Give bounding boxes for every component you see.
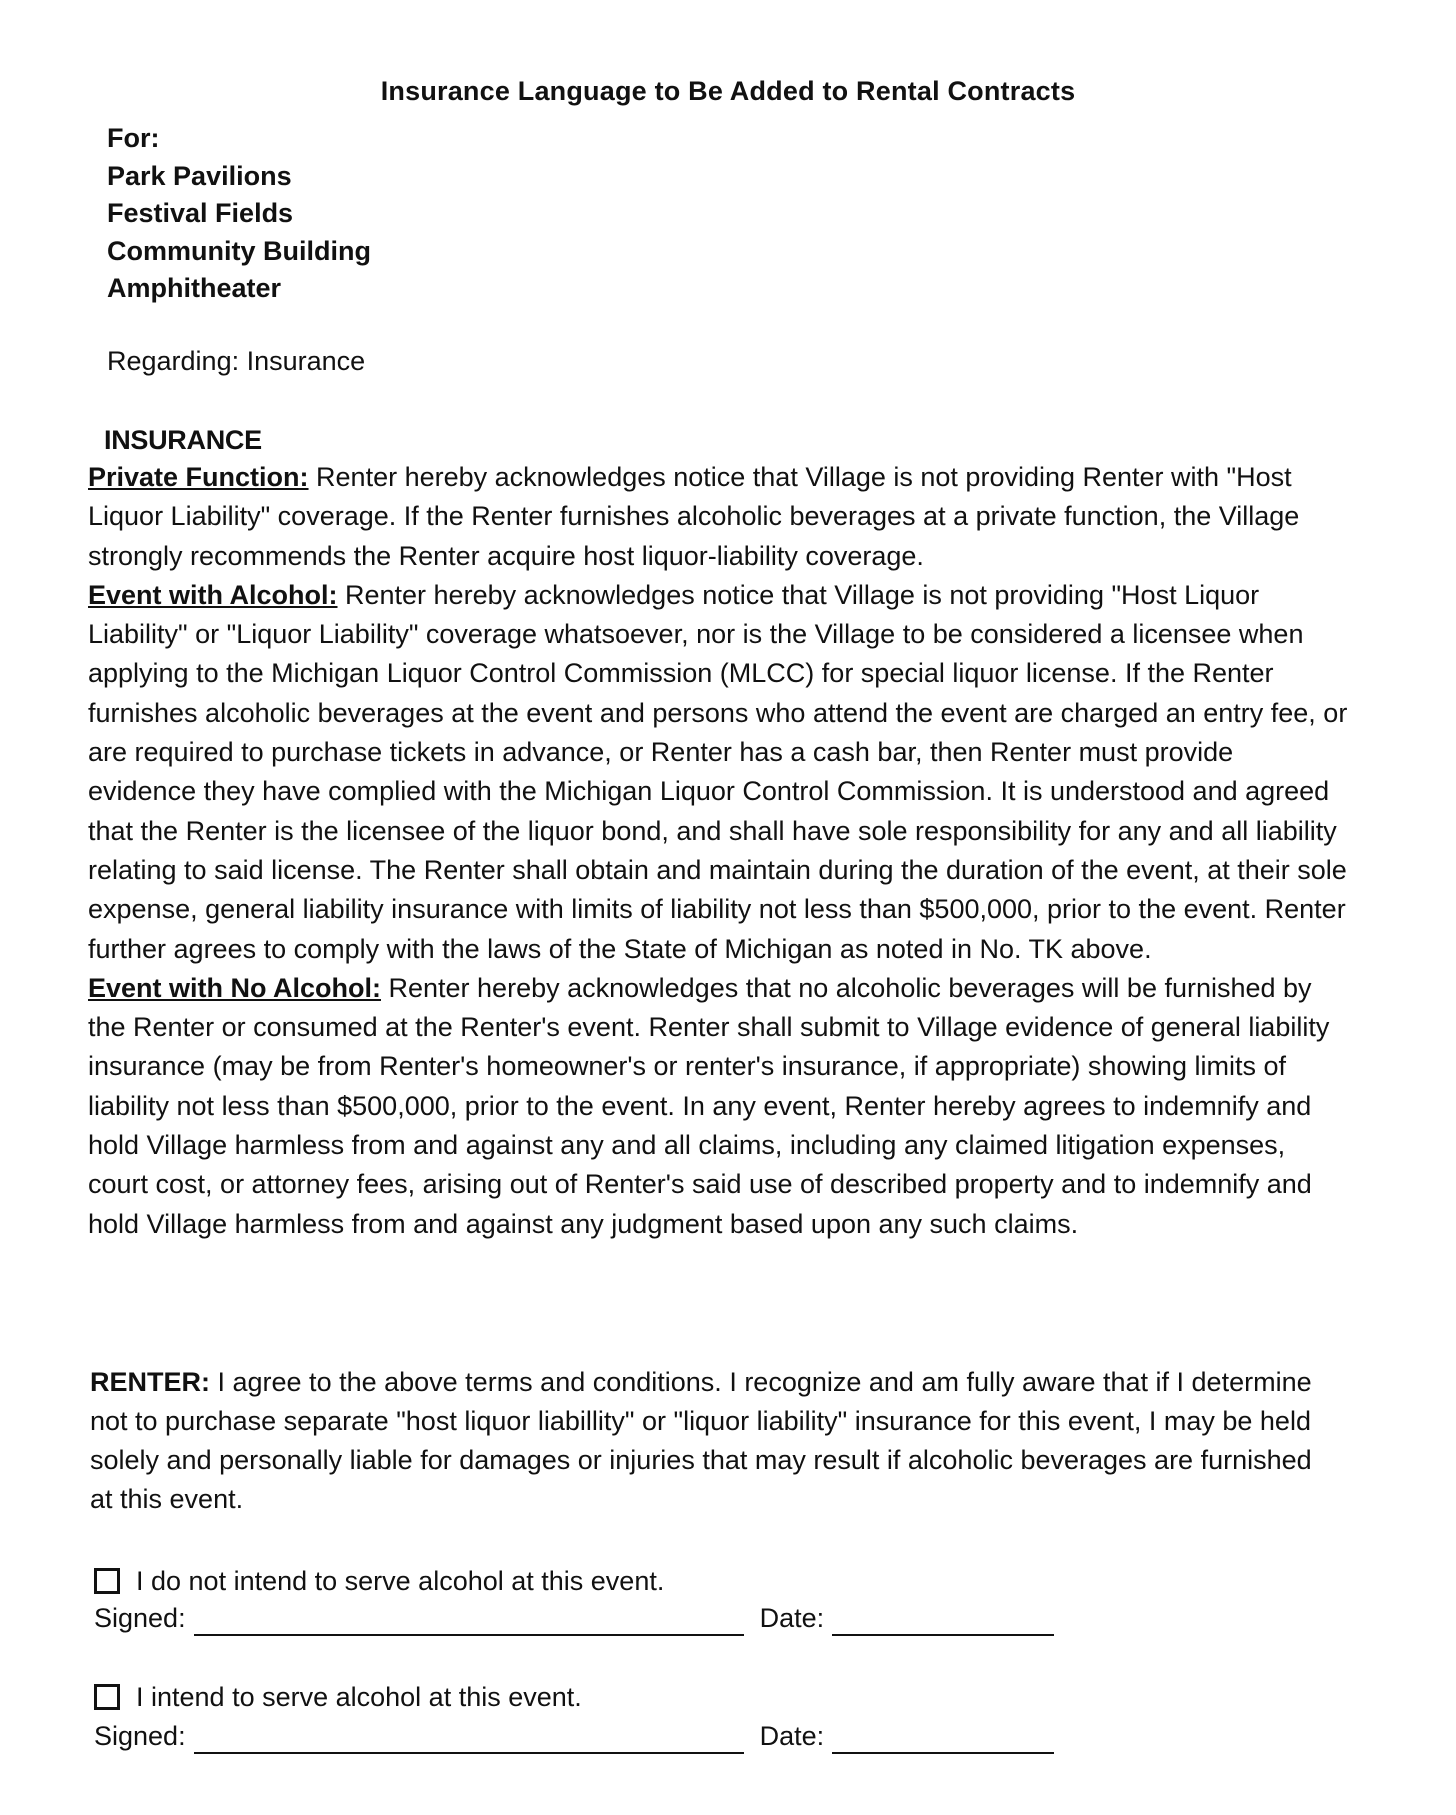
- option-with-alcohol: [94, 1679, 582, 1715]
- renter-agreement-text: I agree to the above terms and conditions. I recognize and am fully aware that if I determine not to purchase separate "host liquor liabillity" or "liquor liability" insurance for this event, I may be held solely and personally liable for damages or injuries that may result if alcoholic beverages are furnished at this event.: [90, 1367, 1312, 1514]
- renter-agreement: [90, 1363, 1340, 1519]
- facility-item: Amphitheater: [107, 273, 282, 303]
- section-heading: INSURANCE: [104, 425, 262, 455]
- signed-label: Signed:: [94, 1721, 186, 1751]
- with-alcohol-checkbox-label: I intend to serve alcohol at this event.: [136, 1682, 582, 1712]
- event-no-alcohol-label: Event with No Alcohol:: [88, 972, 381, 1003]
- private-function-label: Private Function:: [88, 462, 309, 492]
- regarding-line: Regarding: Insurance: [107, 346, 366, 376]
- date-line[interactable]: [832, 1724, 1054, 1754]
- no-alcohol-checkbox-label: I do not intend to serve alcohol at this event.: [136, 1566, 665, 1596]
- renter-label: RENTER:: [90, 1367, 210, 1397]
- event-no-alcohol-text: Renter hereby acknowledges that no alcoholic beverages will be furnished by the Renter or consumed at the Renter's event. Renter shall submit to Village evidence of general liability insurance (may be from Renter's homeowner's or renter's insurance, if appropriate) showing limits of liability not less than $500,000, prior to the event. In any event, Renter hereby agrees to indemnify and hold Village harmless from and against any and all claims, including any claimed litigation expenses, court cost, or attorney fees, arising out of Renter's said use of described property and to indemnify and hold Village harmless from and against any judgment based upon any such claims.: [88, 972, 1330, 1239]
- event-with-alcohol-label: Event with Alcohol:: [88, 579, 338, 610]
- facility-item: Community Building: [107, 235, 371, 266]
- insurance-terms: [88, 458, 1348, 1244]
- signature-line[interactable]: [194, 1606, 744, 1636]
- private-function-text: Renter hereby acknowledges notice that Village is not providing Renter with "Host Liquor Liability" coverage. If the Renter furnishes alcoholic beverages at a private function, the Village strongly recommends the Renter acquire host liquor-liability coverage.: [88, 462, 1300, 571]
- facility-list: [107, 120, 371, 308]
- signature-row-no-alcohol: [94, 1600, 1054, 1636]
- with-alcohol-checkbox[interactable]: [94, 1684, 120, 1710]
- date-line[interactable]: [832, 1606, 1054, 1636]
- event-with-alcohol-text: Renter hereby acknowledges notice that Village is not providing "Host Liquor Liability" or "Liquor Liability" coverage whatsoever, nor is the Village to be considered a licensee when applying to the Michigan Liquor Control Commission (MLCC) for special liquor license. If the Renter furnishes alcoholic beverages at the event and persons who attend the event are charged an entry fee, or are required to purchase tickets in advance, or Renter has a cash bar, then Renter must provide evidence they have complied with the Michigan Liquor Control Commission. It is understood and agreed that the Renter is the licensee of the liquor bond, and shall have sole responsibility for any and all liability relating to said license. The Renter shall obtain and maintain during the duration of the event, at their sole expense, general liability insurance with limits of liability not less than $500,000, prior to the event. Renter further agrees to comply with the laws of the State of Michigan as noted in No. TK above.: [88, 579, 1348, 964]
- no-alcohol-checkbox[interactable]: [94, 1568, 120, 1594]
- for-label: For:: [107, 123, 160, 153]
- document-title: Insurance Language to Be Added to Rental Contracts: [380, 76, 1076, 106]
- signed-label: Signed:: [94, 1603, 186, 1633]
- option-no-alcohol: [94, 1563, 664, 1599]
- signature-line[interactable]: [194, 1724, 744, 1754]
- facility-item: Park Pavilions: [107, 160, 292, 191]
- date-label: Date:: [759, 1721, 825, 1751]
- date-label: Date:: [759, 1603, 825, 1633]
- signature-row-with-alcohol: [94, 1718, 1054, 1754]
- facility-item: Festival Fields: [107, 198, 294, 228]
